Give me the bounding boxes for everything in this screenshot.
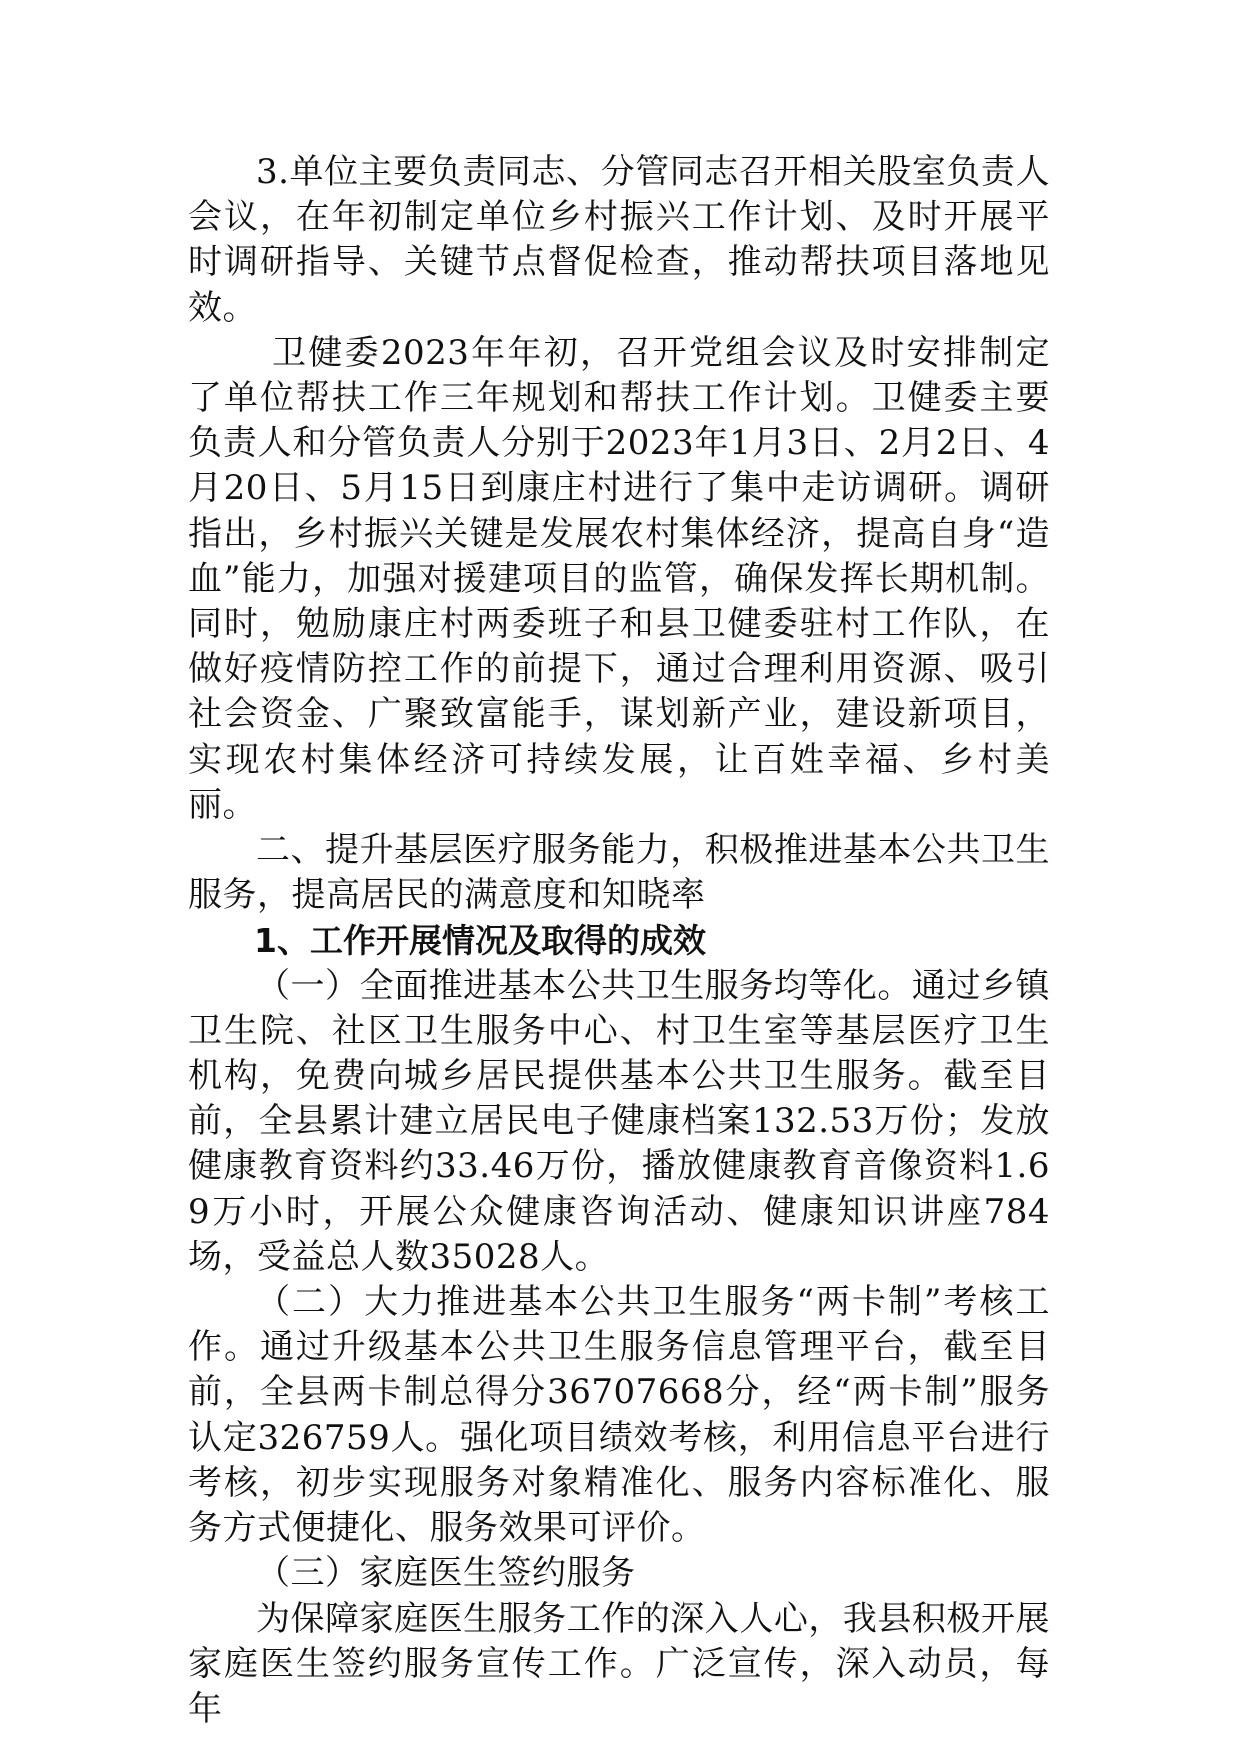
section-heading-two: 二、提升基层医疗服务能力，积极推进基本公共卫生服务，提高居民的满意度和知晓率: [188, 830, 1050, 916]
document-page: [188, 150, 1050, 1732]
subsection-heading-1: 1、工作开展情况及取得的成效: [254, 921, 706, 961]
paragraph-health-commission-plan: 卫健委2023年年初，召开党组会议及时安排制定了单位帮扶工作三年规划和帮扶工作计划。卫健委主要负责人和分管负责人分别于2023年1月3日、2月2日、4月20日、5月15日到康庄村进行了集中走访调研。调研指出，乡村振兴关键是发展农村集体经济，提高自身“造血”能力，加强对援建项目的监管，确保发挥长期机制。同时，勉励康庄村两委班子和县卫健委驻村工作队，在做好疫情防控工作的前提下，通过合理利用资源、吸引社会资金、广聚致富能手，谋划新产业，建设新项目，实现农村集体经济可持续发展，让百姓幸福、乡村美丽。: [188, 332, 1050, 825]
paragraph-responsibility-meeting: 3.单位主要负责同志、分管同志召开相关股室负责人会议，在年初制定单位乡村振兴工作计划、及时开展平时调研指导、关键节点督促检查，推动帮扶项目落地见效。: [188, 152, 1050, 328]
paragraph-two-card-assessment: （二）大力推进基本公共卫生服务“两卡制”考核工作。通过升级基本公共卫生服务信息管理平台，截至目前，全县两卡制总得分36707668分，经“两卡制”服务认定326759人。强化项目绩效考核，利用信息平台进行考核，初步实现服务对象精准化、服务内容标准化、服务方式便捷化、服务效果可评价。: [188, 1282, 1050, 1549]
paragraph-family-doctor-heading: （三）家庭医生签约服务: [256, 1553, 636, 1594]
paragraph-family-doctor-promotion: 为保障家庭医生服务工作的深入人心，我县积极开展家庭医生签约服务宣传工作。广泛宣传，深入动员，每年: [188, 1598, 1050, 1729]
paragraph-public-health-equalization: （一）全面推进基本公共卫生服务均等化。通过乡镇卫生院、社区卫生服务中心、村卫生室等基层医疗卫生机构，免费向城乡居民提供基本公共卫生服务。截至目前，全县累计建立居民电子健康档案132.53万份；发放健康教育资料约33.46万份，播放健康教育音像资料1.69万小时，开展公众健康咨询活动、健康知识讲座784场，受益总人数35028人。: [188, 965, 1050, 1277]
